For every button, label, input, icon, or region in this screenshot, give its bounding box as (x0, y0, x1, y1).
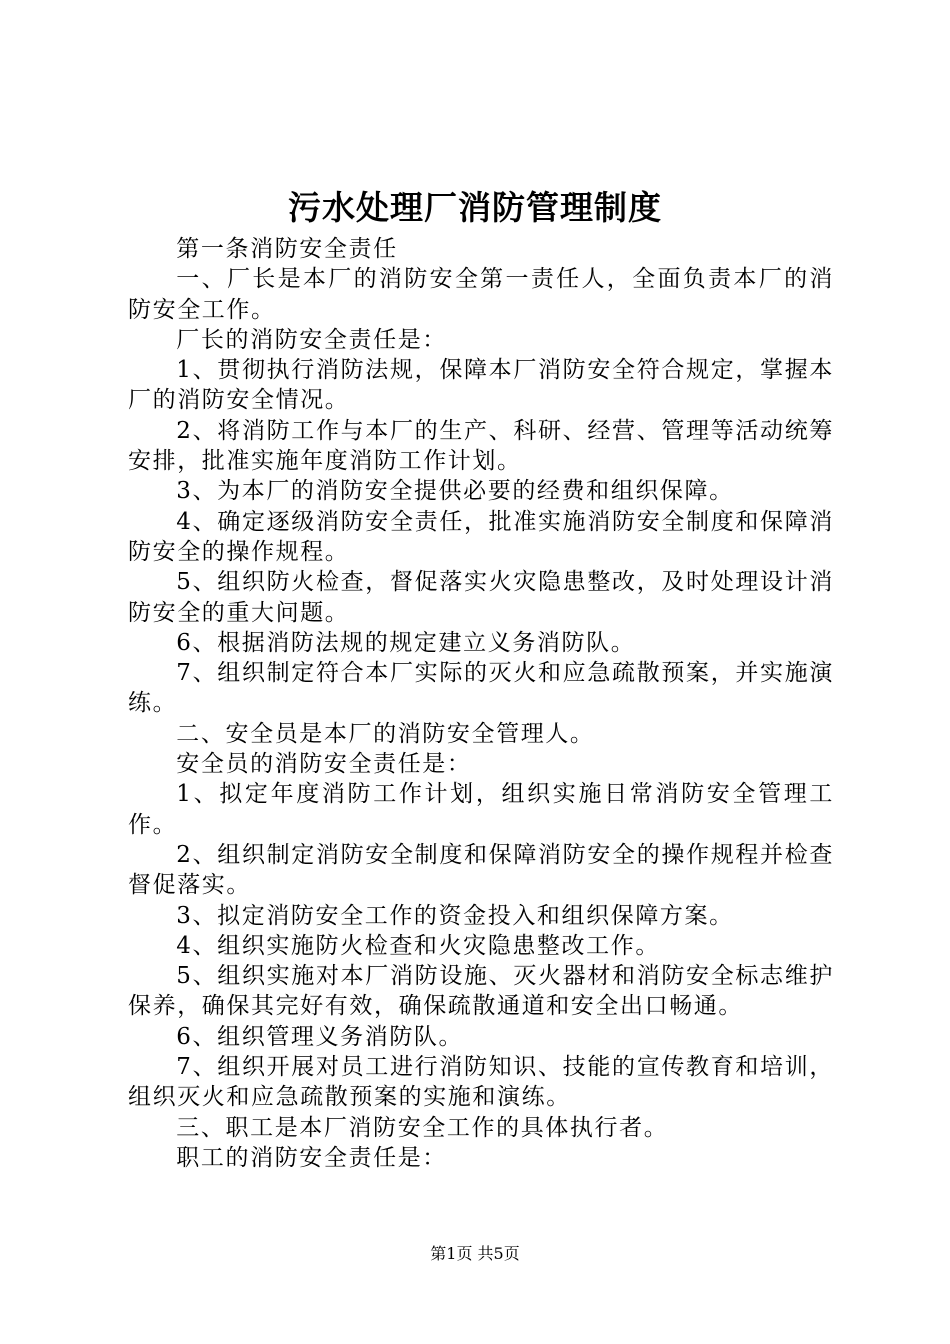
paragraph: 2、将消防工作与本厂的生产、科研、经营、管理等活动统筹安排，批准实施年度消防工作计划。 (128, 417, 834, 475)
paragraph: 5、组织防火检查，督促落实火灾隐患整改，及时处理设计消防安全的重大问题。 (128, 569, 834, 626)
paragraph: 3、为本厂的消防安全提供必要的经费和组织保障。 (176, 478, 734, 505)
document-body (128, 234, 834, 1173)
paragraph: 7、组织制定符合本厂实际的灭火和应急疏散预案，并实施演练。 (128, 660, 834, 717)
paragraph: 6、组织管理义务消防队。 (176, 1023, 464, 1050)
page-footer: 第1页 共5页 (430, 1244, 520, 1263)
paragraph: 三、职工是本厂消防安全工作的具体执行者。 (176, 1114, 669, 1141)
paragraph: 2、组织制定消防安全制度和保障消防安全的操作规程并检查督促落实。 (128, 841, 834, 899)
paragraph: 第一条消防安全责任 (176, 236, 398, 262)
paragraph: 4、组织实施防火检查和火灾隐患整改工作。 (176, 932, 660, 959)
paragraph: 职工的消防安全责任是： (176, 1144, 447, 1171)
paragraph: 厂长的消防安全责任是： (176, 326, 447, 353)
paragraph: 3、拟定消防安全工作的资金投入和组织保障方案。 (176, 902, 734, 929)
paragraph: 安全员的消防安全责任是： (176, 751, 472, 778)
paragraph: 1、拟定年度消防工作计划，组织实施日常消防安全管理工作。 (128, 781, 834, 838)
paragraph: 二、安全员是本厂的消防安全管理人。 (176, 720, 595, 747)
document-title: 污水处理厂消防管理制度 (288, 188, 662, 227)
paragraph: 5、组织实施对本厂消防设施、灭火器材和消防安全标志维护保养，确保其完好有效，确保疏散通道和安全出口畅通。 (128, 963, 834, 1020)
paragraph: 7、组织开展对员工进行消防知识、技能的宣传教育和培训，组织灭火和应急疏散预案的实施和演练。 (128, 1054, 834, 1111)
paragraph: 1、贯彻执行消防法规，保障本厂消防安全符合规定，掌握本厂的消防安全情况。 (128, 357, 834, 414)
paragraph: 4、确定逐级消防安全责任，批准实施消防安全制度和保障消防安全的操作规程。 (128, 508, 834, 565)
paragraph: 一、厂长是本厂的消防安全第一责任人，全面负责本厂的消防安全工作。 (128, 266, 834, 323)
paragraph: 6、根据消防法规的规定建立义务消防队。 (176, 629, 636, 656)
